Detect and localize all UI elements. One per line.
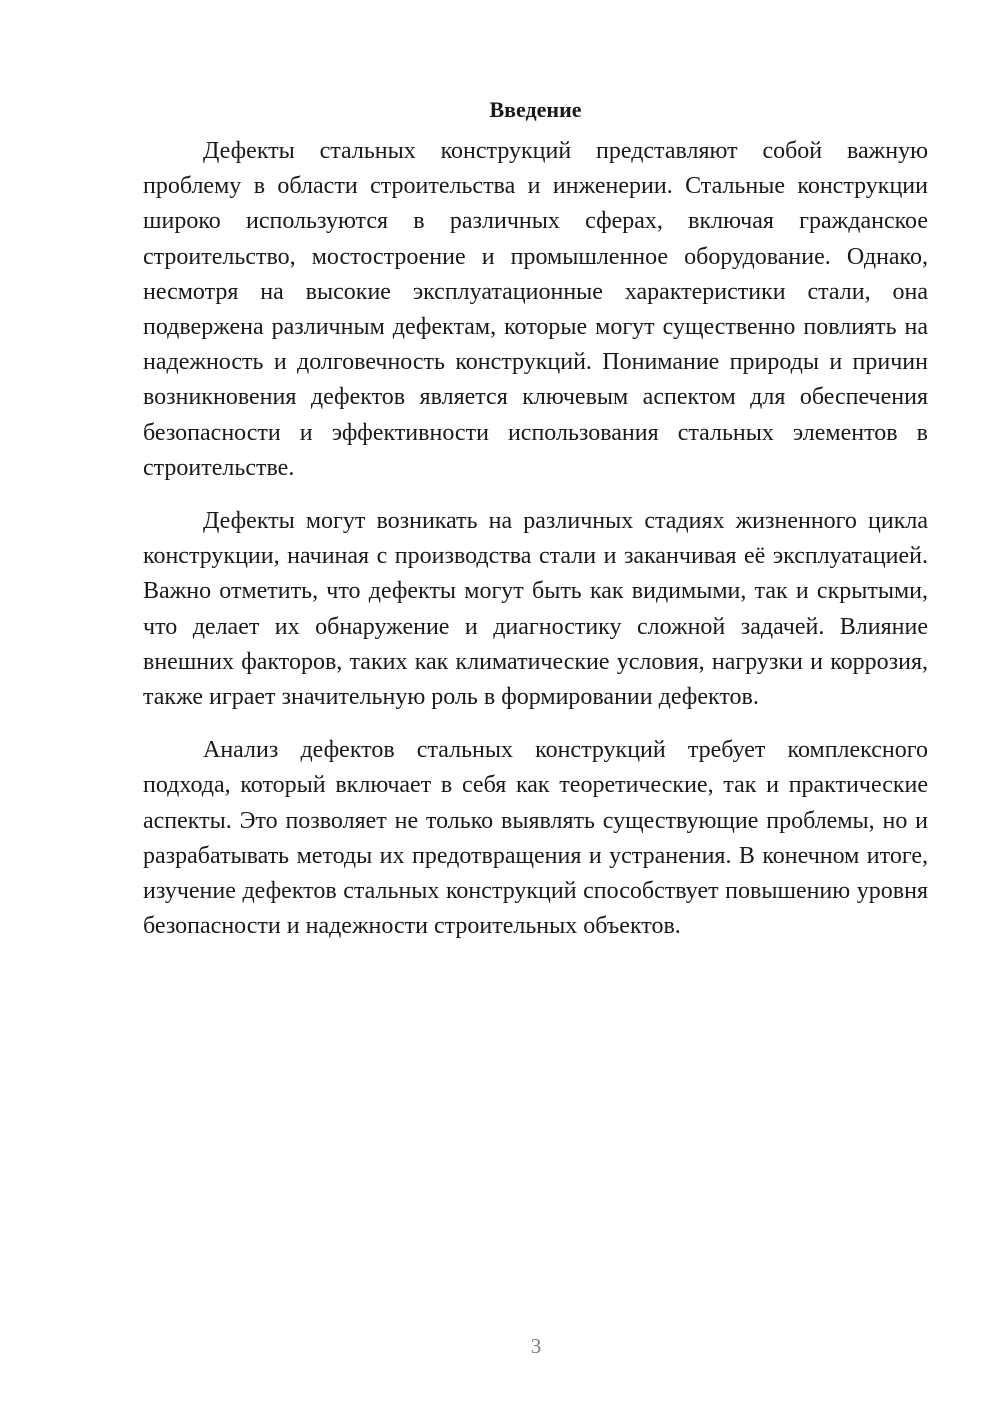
section-title: Введение — [489, 97, 582, 122]
page-content — [143, 92, 928, 962]
page-number: 3 — [530, 1334, 542, 1358]
paragraph-2: Дефекты могут возникать на различных стадиях жизненного цикла конструкции, начиная с производства стали и заканчивая её эксплуатацией. Важно отметить, что дефекты могут быть как видимыми, так и скрытыми, что делает их обнаружение и диагностику сложной задачей. Влияние внешних факторов, таких как климатические условия, нагрузки и коррозия, также играет значительную роль в формировании дефектов. — [143, 508, 928, 711]
paragraph-3: Анализ дефектов стальных конструкций требует комплексного подхода, который включает в себя как теоретические, так и практические аспекты. Это позволяет не только выявлять существующие проблемы, но и разрабатывать методы их предотвращения и устранения. В конечном итоге, изучение дефектов стальных конструкций способствует повышению уровня безопасности и надежности строительных объектов. — [143, 737, 928, 940]
paragraph-1: Дефекты стальных конструкций представляют собой важную проблему в области строительства и инженерии. Стальные конструкции широко используются в различных сферах, включая гражданское строительство, мостостроение и промышленное оборудование. Однако, несмотря на высокие эксплуатационные характеристики стали, она подвержена различным дефектам, которые могут существенно повлиять на надежность и долговечность конструкций. Понимание природы и причин возникновения дефектов является ключевым аспектом для обеспечения безопасности и эффективности использования стальных элементов в строительстве. — [143, 138, 928, 481]
